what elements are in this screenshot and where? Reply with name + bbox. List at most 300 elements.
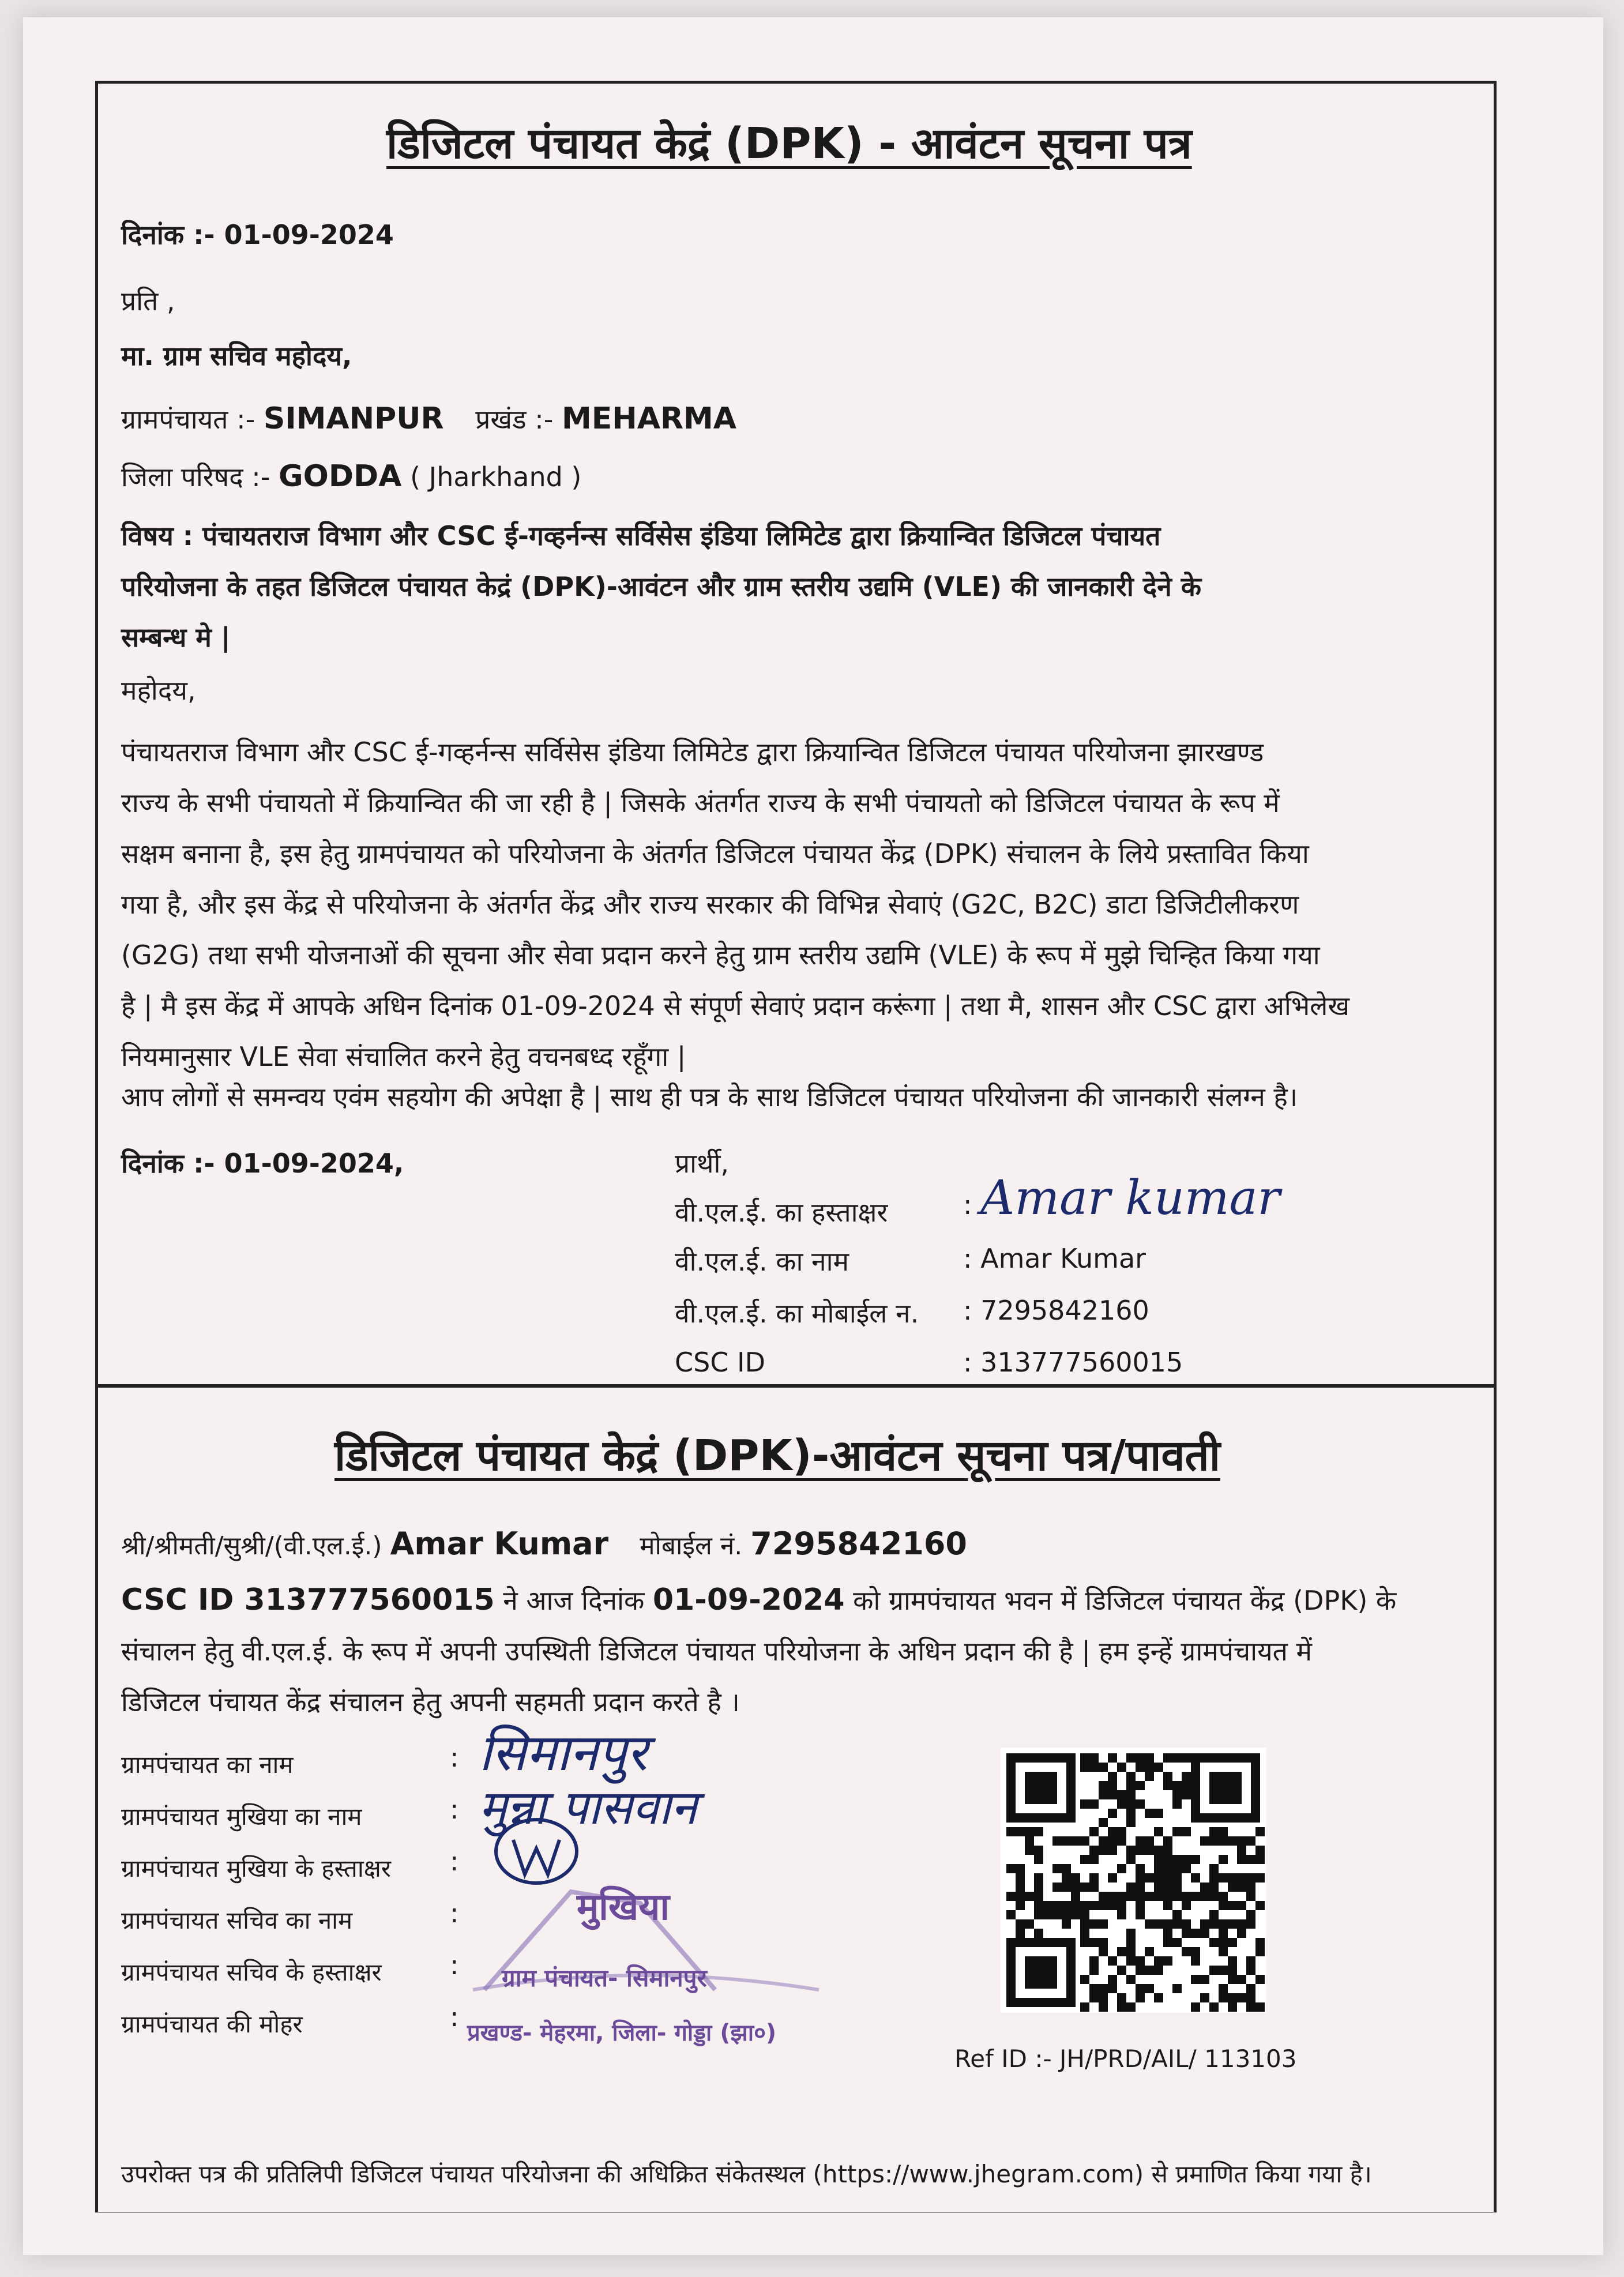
qr-module bbox=[1228, 2002, 1237, 2012]
qr-module bbox=[1117, 1966, 1126, 1975]
qr-module bbox=[1117, 1901, 1126, 1910]
qr-module bbox=[1246, 1873, 1255, 1883]
qr-module bbox=[1191, 1873, 1200, 1883]
body-line: (G2G) तथा सभी योजनाओं की सूचना और सेवा प्रदान करने हेतु ग्राम स्तरीय उद्यमि (VLE) के रूप में मुझे चिन्हित किया गया bbox=[121, 940, 1320, 971]
gp-value: SIMANPUR bbox=[263, 401, 444, 436]
qr-code-graphic bbox=[1001, 1748, 1266, 2013]
qr-module bbox=[1108, 1892, 1117, 1901]
section-divider bbox=[95, 1384, 1497, 1388]
qr-module bbox=[1191, 2002, 1200, 2012]
qr-module bbox=[1136, 1956, 1145, 1966]
qr-module bbox=[1228, 1883, 1237, 1892]
qr-module bbox=[1182, 1919, 1191, 1929]
qr-module bbox=[1099, 1919, 1108, 1929]
qr-module bbox=[1191, 1929, 1200, 1938]
qr-module bbox=[1163, 1855, 1172, 1864]
qr-module bbox=[1071, 1910, 1080, 1919]
person-prefix: श्री/श्रीमती/सुश्री/(वी.एल.ई.) bbox=[121, 1531, 382, 1561]
receipt-text: ने आज दिनांक bbox=[494, 1585, 653, 1616]
qr-module bbox=[1117, 1790, 1126, 1799]
qr-module bbox=[1089, 1855, 1099, 1864]
qr-module bbox=[1219, 1993, 1228, 2002]
field-colon: : bbox=[450, 1846, 459, 1877]
qr-module bbox=[1219, 1836, 1228, 1846]
qr-module bbox=[1182, 1947, 1191, 1956]
qr-module bbox=[1145, 1892, 1154, 1901]
qr-module bbox=[1182, 1781, 1191, 1790]
receipt-title: डिजिटल पंचायत केद्रं (DPK)-आवंटन सूचना पत्र/पावती bbox=[334, 1431, 1220, 1481]
qr-module bbox=[1209, 1883, 1219, 1892]
allotment-title: डिजिटल पंचायत केद्रं (DPK) - आवंटन सूचना पत्र bbox=[386, 119, 1192, 168]
qr-module bbox=[1163, 1836, 1172, 1846]
qr-module bbox=[1117, 1892, 1126, 1901]
qr-module bbox=[1154, 1855, 1163, 1864]
qr-module bbox=[1016, 1883, 1025, 1892]
qr-module bbox=[1237, 1855, 1246, 1864]
qr-module bbox=[1034, 1892, 1043, 1901]
qr-module bbox=[1145, 1809, 1154, 1818]
qr-module bbox=[1108, 1873, 1117, 1883]
qr-module bbox=[1136, 1910, 1145, 1919]
qr-module bbox=[1034, 1883, 1043, 1892]
receipt-text: को ग्रामपंचायत भवन में डिजिटल पंचायत केंद्र (DPK) के bbox=[844, 1585, 1397, 1616]
qr-module bbox=[1219, 1984, 1228, 1993]
qr-module bbox=[1089, 1901, 1099, 1910]
block-value: MEHARMA bbox=[561, 401, 737, 436]
qr-module bbox=[1145, 1947, 1154, 1956]
qr-module bbox=[1163, 1883, 1172, 1892]
qr-module bbox=[1246, 1993, 1255, 2002]
qr-module bbox=[1126, 1790, 1136, 1799]
csc-id-value: : 313777560015 bbox=[963, 1347, 1183, 1378]
vle-sign-label: वी.एल.ई. का हस्ताक्षर bbox=[675, 1197, 888, 1228]
qr-module bbox=[1228, 1956, 1237, 1966]
qr-module bbox=[1145, 1772, 1154, 1781]
qr-module bbox=[1071, 1901, 1080, 1910]
field-colon: : bbox=[450, 1949, 459, 1981]
qr-module bbox=[1099, 1846, 1108, 1855]
qr-module bbox=[1099, 1938, 1108, 1947]
qr-module bbox=[1154, 1763, 1163, 1772]
qr-module bbox=[1117, 1910, 1126, 1919]
qr-module bbox=[1108, 1836, 1117, 1846]
qr-module bbox=[1108, 1984, 1117, 1993]
qr-module bbox=[1080, 1901, 1089, 1910]
qr-module bbox=[1089, 1993, 1099, 2002]
qr-module bbox=[1255, 1846, 1265, 1855]
addressee: मा. ग्राम सचिव महोदय, bbox=[121, 340, 352, 371]
district-label: जिला परिषद :- bbox=[121, 461, 270, 493]
qr-module bbox=[1136, 1873, 1145, 1883]
qr-module bbox=[1089, 1938, 1099, 1947]
qr-module bbox=[1080, 1938, 1089, 1947]
qr-module bbox=[1117, 1763, 1126, 1772]
qr-module bbox=[1172, 1781, 1182, 1790]
qr-module bbox=[1163, 1919, 1172, 1929]
qr-module bbox=[1126, 1781, 1136, 1790]
qr-module bbox=[1228, 1993, 1237, 2002]
qr-module bbox=[1016, 1919, 1025, 1929]
qr-module bbox=[1154, 1993, 1163, 2002]
qr-module bbox=[1237, 1883, 1246, 1892]
qr-module bbox=[1145, 1966, 1154, 1975]
qr-module bbox=[1145, 1919, 1154, 1929]
qr-module bbox=[1034, 1855, 1043, 1864]
qr-module bbox=[1099, 1892, 1108, 1901]
qr-module bbox=[1080, 1836, 1089, 1846]
district-value: GODDA bbox=[278, 459, 402, 494]
qr-module bbox=[1154, 1827, 1163, 1836]
qr-module bbox=[1108, 1753, 1117, 1763]
qr-module bbox=[1089, 1827, 1099, 1836]
qr-module bbox=[1136, 1781, 1145, 1790]
qr-module bbox=[1108, 1781, 1117, 1790]
qr-module bbox=[1126, 1947, 1136, 1956]
qr-module bbox=[1182, 1901, 1191, 1910]
field-colon: : bbox=[450, 2001, 459, 2032]
qr-module bbox=[1154, 1864, 1163, 1873]
qr-module bbox=[1191, 1956, 1200, 1966]
qr-module bbox=[1108, 1790, 1117, 1799]
qr-module bbox=[1219, 1966, 1228, 1975]
qr-module bbox=[1246, 1966, 1255, 1975]
qr-module bbox=[1126, 1956, 1136, 1966]
qr-module bbox=[1136, 1864, 1145, 1873]
qr-module bbox=[1016, 1901, 1025, 1910]
qr-module bbox=[1163, 1901, 1172, 1910]
qr-module bbox=[1237, 1873, 1246, 1883]
qr-module bbox=[1172, 1919, 1182, 1929]
receipt-line: डिजिटल पंचायत केंद्र संचालन हेतु अपनी सहमती प्रदान करते है । bbox=[121, 1686, 740, 1718]
qr-module bbox=[1219, 1929, 1228, 1938]
qr-module bbox=[1209, 2002, 1219, 2012]
qr-module bbox=[1145, 1753, 1154, 1763]
qr-module bbox=[1237, 1836, 1246, 1846]
qr-module bbox=[1246, 1956, 1255, 1966]
qr-module bbox=[1126, 1772, 1136, 1781]
qr-module bbox=[1136, 1984, 1145, 1993]
body-line: सक्षम बनाना है, इस हेतु ग्रामपंचायत को परियोजना के अंतर्गत डिजिटल पंचायत केंद्र (DPK) संचालन के लिये प्रस्तावित किया bbox=[121, 838, 1309, 869]
qr-module bbox=[1163, 1938, 1172, 1947]
qr-module bbox=[1089, 1763, 1099, 1772]
qr-module bbox=[1182, 1929, 1191, 1938]
qr-module bbox=[1219, 1947, 1228, 1956]
qr-module bbox=[1136, 1753, 1145, 1763]
qr-module bbox=[1200, 1892, 1209, 1901]
qr-module bbox=[1126, 1846, 1136, 1855]
qr-module bbox=[1172, 1799, 1182, 1809]
qr-module bbox=[1080, 1929, 1089, 1938]
qr-module bbox=[1108, 1975, 1117, 1984]
vle-mobile-label: वी.एल.ई. का मोबाईल न. bbox=[675, 1298, 919, 1329]
qr-module bbox=[1182, 1892, 1191, 1901]
footer-note: उपरोक्त पत्र की प्रतिलिपी डिजिटल पंचायत परियोजना की अधिक्रित संकेतस्थल (https://www.jhegram.com) से प्रमाणित किया गया है। bbox=[121, 2160, 1372, 2188]
qr-module bbox=[1080, 1910, 1089, 1919]
state-value: ( Jharkhand ) bbox=[410, 461, 582, 493]
body-line: राज्य के सभी पंचायतो में क्रियान्वित की जा रही है | जिसके अंतर्गत राज्य के सभी पंचायतो को डिजिटल पंचायत के रूप में bbox=[121, 787, 1280, 818]
qr-module bbox=[1219, 1919, 1228, 1929]
field-colon: : bbox=[450, 1742, 459, 1773]
qr-module bbox=[1145, 1763, 1154, 1772]
gp-name-handwritten: सिमानपुर bbox=[479, 1723, 648, 1782]
qr-module bbox=[1228, 1975, 1237, 1984]
qr-module bbox=[1062, 1901, 1071, 1910]
qr-module bbox=[1145, 1873, 1154, 1883]
qr-module bbox=[1108, 1956, 1117, 1966]
block-label: प्रखंड :- bbox=[475, 404, 554, 435]
qr-module bbox=[1117, 1947, 1126, 1956]
qr-module bbox=[1154, 1846, 1163, 1855]
qr-module bbox=[1016, 1929, 1025, 1938]
qr-module bbox=[1016, 1892, 1025, 1901]
vle-name-label: वी.एल.ई. का नाम bbox=[675, 1246, 849, 1277]
qr-module bbox=[1089, 1984, 1099, 1993]
qr-module bbox=[1089, 1966, 1099, 1975]
qr-module bbox=[1255, 1873, 1265, 1883]
person-name: Amar Kumar bbox=[390, 1525, 609, 1562]
qr-module bbox=[1108, 1846, 1117, 1855]
qr-module bbox=[1117, 2002, 1126, 2012]
qr-module bbox=[1182, 1753, 1191, 1763]
qr-module bbox=[1246, 1892, 1255, 1901]
qr-module bbox=[1108, 1901, 1117, 1910]
qr-module bbox=[1034, 1910, 1043, 1919]
qr-module bbox=[1255, 1947, 1265, 1956]
qr-module bbox=[1099, 1984, 1108, 1993]
qr-module bbox=[1163, 1956, 1172, 1966]
qr-module bbox=[1071, 1883, 1080, 1892]
ref-id: Ref ID :- JH/PRD/AIL/ 113103 bbox=[954, 2045, 1297, 2073]
bottom-border bbox=[95, 2212, 1497, 2213]
qr-module bbox=[1219, 1827, 1228, 1836]
qr-module bbox=[1228, 1836, 1237, 1846]
qr-module bbox=[1172, 1938, 1182, 1947]
cooperation-line: आप लोगों से समन्वय एवंम सहयोग की अपेक्षा है | साथ ही पत्र के साथ डिजिटल पंचायत परियोजना की जानकारी संलग्न है। bbox=[121, 1081, 1298, 1113]
qr-module bbox=[1200, 1975, 1209, 1984]
qr-module bbox=[1062, 1919, 1071, 1929]
body-line: गया है, और इस केंद्र से परियोजना के अंतर्गत केंद्र और राज्य सरकार की विभिन्न सेवाएं (G2C, B2C) डाटा डिजिटीलीकरण bbox=[121, 889, 1299, 920]
receipt-csc-id: CSC ID 313777560015 bbox=[121, 1583, 495, 1617]
qr-module bbox=[1099, 1763, 1108, 1772]
qr-module bbox=[1219, 1938, 1228, 1947]
gp-row bbox=[121, 401, 736, 437]
field-label: ग्रामपंचायत की मोहर bbox=[121, 2010, 303, 2038]
qr-module bbox=[1117, 1864, 1126, 1873]
qr-module bbox=[1209, 1892, 1219, 1901]
qr-module bbox=[1071, 1836, 1080, 1846]
receipt-paragraph bbox=[121, 1575, 1482, 1727]
qr-module bbox=[1246, 2002, 1255, 2012]
qr-module bbox=[1117, 1827, 1126, 1836]
qr-module bbox=[1006, 1892, 1016, 1901]
qr-module bbox=[1080, 1799, 1089, 1809]
field-label: ग्रामपंचायत सचिव का नाम bbox=[121, 1906, 353, 1934]
qr-module bbox=[1219, 1901, 1228, 1910]
field-label: ग्रामपंचायत मुखिया के हस्ताक्षर bbox=[121, 1854, 392, 1883]
qr-module bbox=[1145, 1846, 1154, 1855]
csc-id-label: CSC ID bbox=[675, 1347, 766, 1378]
vle-name-value: : Amar Kumar bbox=[963, 1243, 1146, 1274]
qr-module bbox=[1154, 1873, 1163, 1883]
qr-module bbox=[1025, 1827, 1034, 1836]
qr-module bbox=[1034, 1929, 1043, 1938]
qr-module bbox=[1080, 1883, 1089, 1892]
qr-module bbox=[1209, 1938, 1219, 1947]
qr-module bbox=[1108, 1809, 1117, 1818]
field-label: ग्रामपंचायत का नाम bbox=[121, 1750, 294, 1779]
stamp-bottom: प्रखण्ड- मेहरमा, जिला- गोड्डा (झा०) bbox=[467, 2020, 777, 2046]
qr-module bbox=[1126, 1855, 1136, 1864]
qr-module bbox=[1255, 1855, 1265, 1864]
qr-module bbox=[1080, 1975, 1089, 1984]
qr-module bbox=[1172, 1790, 1182, 1799]
qr-module bbox=[1172, 1864, 1182, 1873]
qr-module bbox=[1126, 1938, 1136, 1947]
qr-code bbox=[1001, 1748, 1266, 2013]
qr-module bbox=[1126, 1929, 1136, 1938]
qr-module bbox=[1246, 1855, 1255, 1864]
qr-module bbox=[1255, 1827, 1265, 1836]
qr-module bbox=[1136, 1799, 1145, 1809]
qr-module bbox=[1172, 1855, 1182, 1864]
qr-module bbox=[1163, 1772, 1172, 1781]
qr-module bbox=[1126, 1883, 1136, 1892]
qr-module bbox=[1209, 1919, 1219, 1929]
qr-module bbox=[1099, 2002, 1108, 2012]
qr-module bbox=[1246, 1883, 1255, 1892]
field-colon: : bbox=[450, 1898, 459, 1929]
qr-module bbox=[1163, 1846, 1172, 1855]
qr-module bbox=[1237, 1901, 1246, 1910]
qr-module bbox=[1172, 1827, 1182, 1836]
qr-module bbox=[1191, 1975, 1200, 1984]
qr-module bbox=[1089, 1919, 1099, 1929]
qr-module bbox=[1071, 1873, 1080, 1883]
qr-module bbox=[1182, 1855, 1191, 1864]
qr-module bbox=[1099, 1790, 1108, 1799]
qr-module bbox=[1136, 1883, 1145, 1892]
qr-module bbox=[1255, 1901, 1265, 1910]
qr-module bbox=[1200, 1993, 1209, 2002]
qr-module bbox=[1163, 1873, 1172, 1883]
qr-module bbox=[1154, 1892, 1163, 1901]
qr-module bbox=[1080, 1763, 1089, 1772]
qr-module bbox=[1163, 1929, 1172, 1938]
district-row bbox=[121, 459, 581, 494]
qr-module bbox=[1172, 1753, 1182, 1763]
body-line: नियमानुसार VLE सेवा संचालित करने हेतु वचनबध्द रहूँगा | bbox=[121, 1041, 686, 1072]
qr-module bbox=[1034, 1873, 1043, 1883]
stamp-title: मुखिया bbox=[577, 1886, 670, 1929]
qr-module bbox=[1126, 1818, 1136, 1827]
stamp-middle: ग्राम पंचायत- सिमानपुर bbox=[502, 1964, 707, 1992]
qr-module bbox=[1136, 1836, 1145, 1846]
qr-module bbox=[1126, 2002, 1136, 2012]
qr-module bbox=[1126, 1799, 1136, 1809]
qr-module bbox=[1191, 1855, 1200, 1864]
qr-module bbox=[1237, 1975, 1246, 1984]
qr-module bbox=[1163, 1892, 1172, 1901]
qr-module bbox=[1182, 1790, 1191, 1799]
qr-module bbox=[1052, 1883, 1062, 1892]
qr-module bbox=[1246, 1919, 1255, 1929]
qr-module bbox=[1016, 1873, 1025, 1883]
field-label: ग्रामपंचायत मुखिया का नाम bbox=[121, 1802, 362, 1831]
mukhiya-stamp bbox=[450, 1817, 830, 2059]
qr-module bbox=[1145, 1836, 1154, 1846]
qr-module bbox=[1154, 1966, 1163, 1975]
qr-module bbox=[1099, 1901, 1108, 1910]
qr-module bbox=[1126, 1975, 1136, 1984]
qr-module bbox=[1062, 1836, 1071, 1846]
qr-module bbox=[1006, 1827, 1016, 1836]
qr-module bbox=[1089, 1873, 1099, 1883]
qr-module bbox=[1052, 1901, 1062, 1910]
qr-module bbox=[1025, 1892, 1034, 1901]
qr-module bbox=[1043, 1910, 1052, 1919]
qr-module bbox=[1034, 1827, 1043, 1836]
qr-module bbox=[1237, 1846, 1246, 1855]
qr-module bbox=[1255, 1975, 1265, 1984]
body-paragraph bbox=[121, 727, 1482, 1082]
qr-module bbox=[1154, 1883, 1163, 1892]
qr-module bbox=[1228, 1901, 1237, 1910]
qr-module bbox=[1126, 1892, 1136, 1901]
qr-module bbox=[1237, 1919, 1246, 1929]
qr-module bbox=[1209, 1827, 1219, 1836]
qr-module bbox=[1089, 1753, 1099, 1763]
qr-module bbox=[1080, 2002, 1089, 2012]
qr-module bbox=[1255, 2002, 1265, 2012]
qr-module bbox=[1219, 1873, 1228, 1883]
qr-module bbox=[1246, 1984, 1255, 1993]
qr-module bbox=[1043, 1901, 1052, 1910]
qr-module bbox=[1052, 1864, 1062, 1873]
qr-module bbox=[1016, 1864, 1025, 1873]
subject-block bbox=[121, 510, 1471, 663]
qr-module bbox=[1108, 1827, 1117, 1836]
qr-module bbox=[1025, 1836, 1034, 1846]
qr-module bbox=[1136, 1966, 1145, 1975]
qr-module bbox=[1136, 1846, 1145, 1855]
mobile-label: मोबाईल नं. bbox=[640, 1531, 743, 1561]
receipt-line bbox=[121, 1575, 1482, 1626]
qr-module bbox=[1136, 1901, 1145, 1910]
qr-module bbox=[1209, 1873, 1219, 1883]
qr-module bbox=[1025, 1919, 1034, 1929]
qr-module bbox=[1052, 1836, 1062, 1846]
qr-module bbox=[1182, 1827, 1191, 1836]
qr-module bbox=[1071, 1892, 1080, 1901]
qr-module bbox=[1062, 1864, 1071, 1873]
vle-person-row bbox=[121, 1525, 967, 1562]
qr-module bbox=[1209, 1836, 1219, 1846]
gp-label: ग्रामपंचायत :- bbox=[121, 404, 255, 435]
qr-module bbox=[1172, 1984, 1182, 1993]
qr-module bbox=[1034, 1846, 1043, 1855]
qr-module bbox=[1117, 1993, 1126, 2002]
sign-date: दिनांक :- 01-09-2024, bbox=[121, 1148, 404, 1179]
applicant-label: प्रार्थी, bbox=[675, 1148, 730, 1179]
qr-module bbox=[1182, 1772, 1191, 1781]
subject-line: सम्बन्ध मे | bbox=[121, 622, 231, 653]
qr-module bbox=[1200, 1883, 1209, 1892]
qr-module bbox=[1099, 1947, 1108, 1956]
qr-module bbox=[1136, 1763, 1145, 1772]
qr-module bbox=[1080, 1753, 1089, 1763]
qr-module bbox=[1154, 1919, 1163, 1929]
qr-module bbox=[1154, 1956, 1163, 1966]
